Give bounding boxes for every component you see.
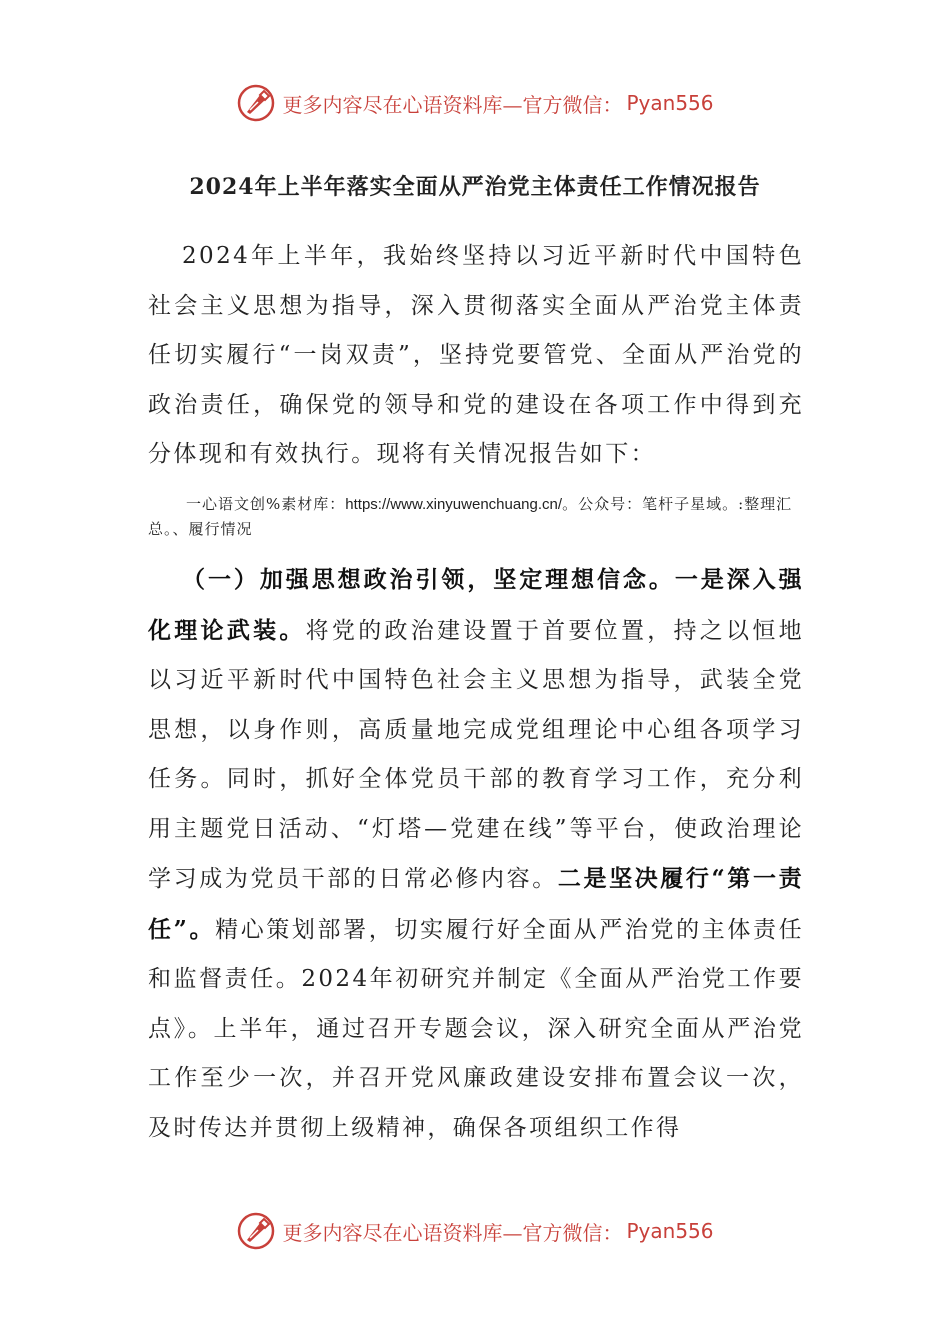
intro-paragraph: 2024年上半年，我始终坚持以习近平新时代中国特色社会主义思想为指导，深入贯彻落实全面从严治党主体责任切实履行“一岗双责”，坚持党要管党、全面从严治党的政治责任，确保党的领导和党的建设在各项工作中得到充分体现和有效执行。现将有关情况报告如下：	[148, 243, 804, 467]
source-suffix: 。公众号：笔杆子星域。:整理汇总。、履行情况	[148, 495, 793, 538]
wechat-id: Pyan556	[626, 91, 714, 115]
banner-text: 更多内容尽在心语资料库—官方微信：	[282, 92, 623, 117]
wechat-id: Pyan556	[626, 1219, 714, 1243]
top-watermark-banner	[0, 80, 950, 126]
bottom-watermark-banner	[0, 1208, 950, 1254]
pen-nib-icon	[236, 1211, 276, 1251]
banner-text: 更多内容尽在心语资料库—官方微信：	[282, 1220, 623, 1245]
source-url: https://www.xinyuwenchuang.cn/	[345, 496, 563, 513]
point-1-title: 一是深入强化理论武装。	[148, 566, 804, 644]
source-prefix: 一心语文创%素材库：	[186, 495, 346, 513]
document-title: 2024年上半年落实全面从严治党主体责任工作情况报告	[189, 174, 761, 200]
section-1-heading: （一）加强思想政治引领，坚定理想信念。	[182, 566, 675, 593]
point-2-text: 精心策划部署，切实履行好全面从严治党的主体责任和监督责任。2024年初研究并制定《全面从严治党工作要点》。上半年，通过召开专题会议，深入研究全面从严治党工作至少一次，并召开党风廉政建设安排布置会议一次，及时传达并贯彻上级精神，确保各项组织工作得	[148, 916, 804, 1141]
section-1-paragraph	[148, 555, 804, 1153]
pen-nib-icon	[236, 83, 276, 123]
point-2-title: 二是坚决履行“第一责任”。	[148, 865, 805, 943]
point-1-text: 将党的政治建设置于首要位置，持之以恒地以习近平新时代中国特色社会主义思想为指导，武装全党思想，以身作则，高质量地完成党组理论中心组各项学习任务。同时，抓好全体党员干部的教育学习工作，充分利用主题党日活动、“灯塔—党建在线”等平台，使政治理论学习成为党员干部的日常必修内容。	[148, 617, 804, 892]
source-note	[148, 492, 808, 541]
